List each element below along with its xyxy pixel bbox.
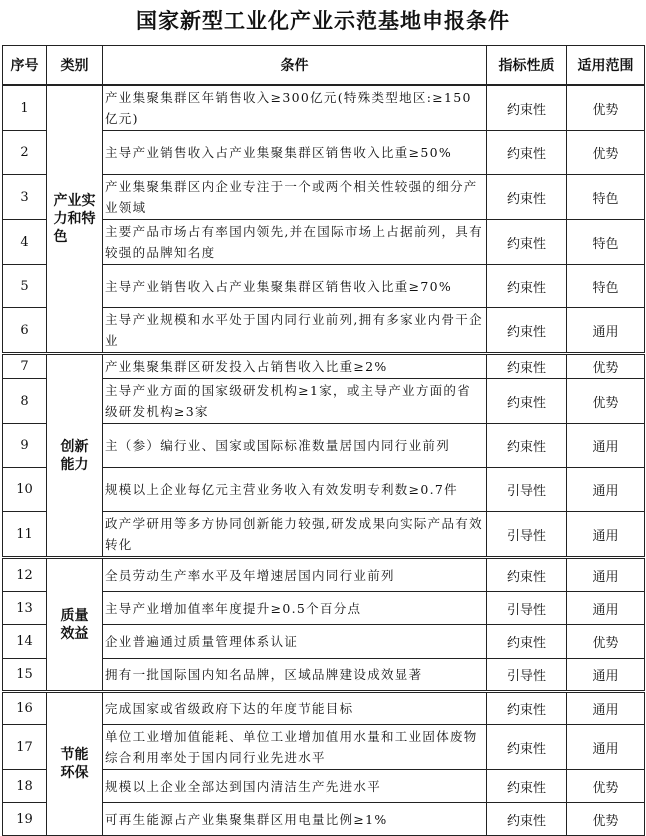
row-number: 18 — [3, 770, 47, 803]
row-number: 15 — [3, 659, 47, 692]
category-label: 质量效益 — [60, 607, 89, 642]
nature-cell: 引导性 — [487, 512, 567, 558]
header-nature: 指标性质 — [487, 46, 567, 86]
nature-cell: 约束性 — [487, 803, 567, 836]
row-number: 8 — [3, 379, 47, 424]
nature-cell: 约束性 — [487, 625, 567, 659]
nature-cell: 约束性 — [487, 354, 567, 379]
nature-cell: 约束性 — [487, 424, 567, 468]
condition-cell: 单位工业增加值能耗、单位工业增加值用水量和工业固体废物综合利用率处于国内同行业先进水平 — [103, 725, 487, 770]
table-row — [3, 558, 645, 592]
table-row — [3, 354, 645, 379]
condition-cell: 规模以上企业每亿元主营业务收入有效发明专利数≥0.7件 — [103, 468, 487, 512]
row-number: 12 — [3, 558, 47, 592]
scope-cell: 通用 — [567, 692, 645, 725]
condition-cell: 企业普遍通过质量管理体系认证 — [103, 625, 487, 659]
row-number: 19 — [3, 803, 47, 836]
nature-cell: 约束性 — [487, 725, 567, 770]
scope-cell: 通用 — [567, 424, 645, 468]
condition-cell: 主要产品市场占有率国内领先,并在国际市场上占据前列，具有较强的品牌知名度 — [103, 220, 487, 265]
condition-cell: 主（参）编行业、国家或国际标准数量居国内同行业前列 — [103, 424, 487, 468]
row-number: 4 — [3, 220, 47, 265]
scope-cell: 优势 — [567, 379, 645, 424]
row-number: 7 — [3, 354, 47, 379]
scope-cell: 优势 — [567, 131, 645, 175]
condition-cell: 政产学研用等多方协同创新能力较强,研发成果向实际产品有效转化 — [103, 512, 487, 558]
row-number: 5 — [3, 265, 47, 308]
table-row — [3, 85, 645, 131]
nature-cell: 约束性 — [487, 265, 567, 308]
row-number: 17 — [3, 725, 47, 770]
row-number: 9 — [3, 424, 47, 468]
row-number: 2 — [3, 131, 47, 175]
table-row — [3, 692, 645, 725]
scope-cell: 通用 — [567, 468, 645, 512]
scope-cell: 特色 — [567, 220, 645, 265]
condition-cell: 规模以上企业全部达到国内清洁生产先进水平 — [103, 770, 487, 803]
scope-cell: 通用 — [567, 659, 645, 692]
condition-cell: 可再生能源占产业集聚集群区用电量比例≥1% — [103, 803, 487, 836]
condition-cell: 主导产业增加值率年度提升≥0.5个百分点 — [103, 592, 487, 625]
condition-cell: 主导产业销售收入占产业集聚集群区销售收入比重≥50% — [103, 131, 487, 175]
scope-cell: 通用 — [567, 558, 645, 592]
scope-cell: 通用 — [567, 725, 645, 770]
table-header-row — [3, 46, 645, 86]
category-cell — [47, 85, 103, 354]
condition-cell: 主导产业规模和水平处于国内同行业前列,拥有多家业内骨干企业 — [103, 308, 487, 354]
category-cell — [47, 354, 103, 558]
nature-cell: 约束性 — [487, 131, 567, 175]
category-label: 产业实力和特色 — [53, 193, 96, 245]
nature-cell: 约束性 — [487, 379, 567, 424]
scope-cell: 优势 — [567, 803, 645, 836]
header-scope: 适用范围 — [567, 46, 645, 86]
scope-cell: 通用 — [567, 512, 645, 558]
category-cell — [47, 692, 103, 836]
condition-cell: 主导产业方面的国家级研发机构≥1家，或主导产业方面的省级研发机构≥3家 — [103, 379, 487, 424]
condition-cell: 拥有一批国际国内知名品牌，区域品牌建设成效显著 — [103, 659, 487, 692]
header-category: 类别 — [47, 46, 103, 86]
condition-cell: 产业集聚集群区内企业专注于一个或两个相关性较强的细分产业领域 — [103, 175, 487, 220]
scope-cell: 通用 — [567, 592, 645, 625]
category-label: 创新能力 — [60, 438, 89, 473]
category-label: 节能环保 — [60, 747, 89, 781]
scope-cell: 优势 — [567, 770, 645, 803]
row-number: 13 — [3, 592, 47, 625]
nature-cell: 约束性 — [487, 558, 567, 592]
row-number: 14 — [3, 625, 47, 659]
scope-cell: 优势 — [567, 625, 645, 659]
header-no: 序号 — [3, 46, 47, 86]
header-condition: 条件 — [103, 46, 487, 86]
scope-cell: 优势 — [567, 85, 645, 131]
page-title: 国家新型工业化产业示范基地申报条件 — [136, 8, 510, 33]
row-number: 10 — [3, 468, 47, 512]
table-body — [3, 85, 645, 836]
nature-cell: 引导性 — [487, 592, 567, 625]
nature-cell: 引导性 — [487, 659, 567, 692]
nature-cell: 约束性 — [487, 692, 567, 725]
condition-cell: 全员劳动生产率水平及年增速居国内同行业前列 — [103, 558, 487, 592]
scope-cell: 通用 — [567, 308, 645, 354]
condition-cell: 完成国家或省级政府下达的年度节能目标 — [103, 692, 487, 725]
criteria-table — [2, 45, 645, 836]
nature-cell: 约束性 — [487, 175, 567, 220]
nature-cell: 约束性 — [487, 770, 567, 803]
row-number: 6 — [3, 308, 47, 354]
nature-cell: 引导性 — [487, 468, 567, 512]
row-number: 16 — [3, 692, 47, 725]
condition-cell: 产业集聚集群区研发投入占销售收入比重≥2% — [103, 354, 487, 379]
nature-cell: 约束性 — [487, 308, 567, 354]
nature-cell: 约束性 — [487, 85, 567, 131]
row-number: 1 — [3, 85, 47, 131]
nature-cell: 约束性 — [487, 220, 567, 265]
row-number: 3 — [3, 175, 47, 220]
condition-cell: 主导产业销售收入占产业集聚集群区销售收入比重≥70% — [103, 265, 487, 308]
row-number: 11 — [3, 512, 47, 558]
scope-cell: 优势 — [567, 354, 645, 379]
category-cell — [47, 558, 103, 692]
condition-cell: 产业集聚集群区年销售收入≥300亿元(特殊类型地区:≥150 亿元) — [103, 85, 487, 131]
scope-cell: 特色 — [567, 265, 645, 308]
scope-cell: 特色 — [567, 175, 645, 220]
